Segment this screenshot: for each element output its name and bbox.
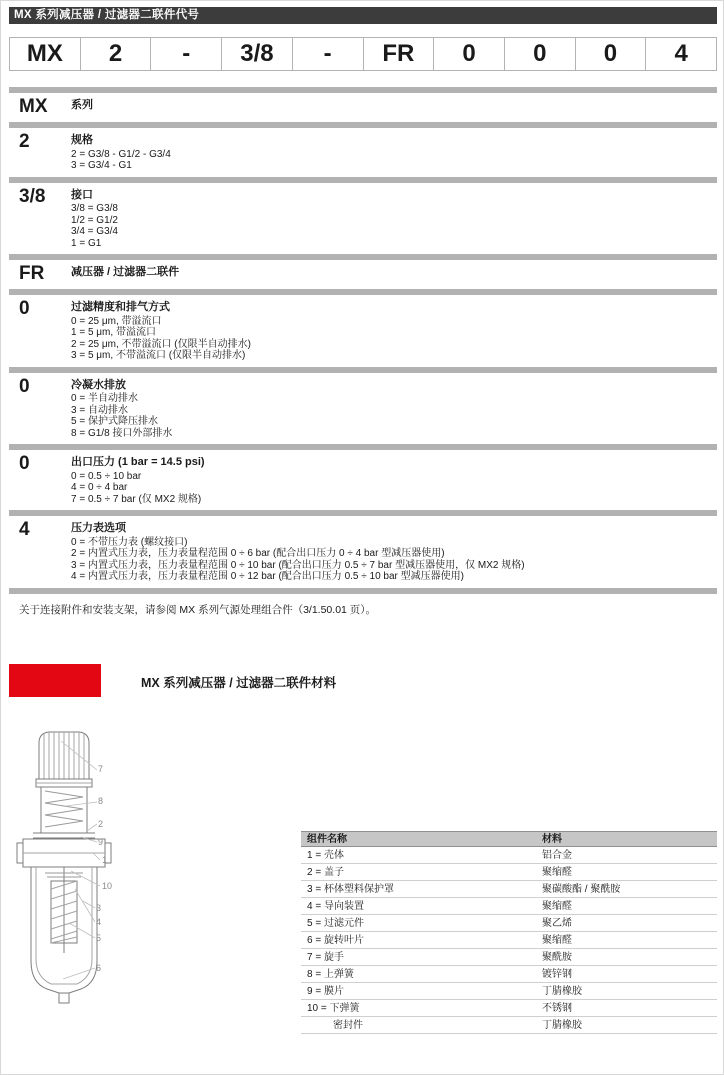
page-title-bar: MX 系列减压器 / 过滤器二联件代号 [9,7,717,24]
code-cell: 2 [81,37,152,71]
section-code: 2 [19,131,30,152]
code-cell: 0 [434,37,505,71]
code-section [9,260,717,289]
callout-label: 6 [96,963,102,973]
code-section [9,93,717,122]
section-line: 3 = G3/4 - G1 [71,160,132,171]
section-line: 8 = G1/8 接口外部排水 [71,427,173,439]
code-section [9,128,717,177]
section-line: 4 = 0 ÷ 4 bar [71,482,128,493]
materials-table-row [301,847,717,864]
code-section [9,450,717,510]
component-name-cell: 1 = 壳体 [307,850,344,861]
callout-label: 9 [98,837,104,847]
section-line: 0 = 25 μm, 带溢流口 [71,315,162,327]
section-code: 3/8 [19,185,46,207]
code-row [9,37,717,71]
material-cell: 聚缩醛 [542,901,572,912]
materials-table-row [301,966,717,983]
code-section [9,373,717,445]
section-title: 系列 [71,99,93,111]
section-content [71,97,717,117]
component-name-cell: 7 = 旋手 [307,952,344,963]
section-content [71,187,717,250]
code-sections [9,87,717,594]
section-title: 减压器 / 过滤器二联件 [71,266,180,278]
materials-table-row [301,983,717,1000]
materials-table-row [301,1000,717,1017]
code-cell: 0 [576,37,647,71]
section-line: 4 = 内置式压力表，压力表量程范围 0 ÷ 12 bar (配合出口压力 0.5 ÷ 10 bar 型减压器使用) [71,571,464,582]
callout-label: 8 [98,796,104,806]
regulator-drawing [11,721,171,1023]
section-line: 3 = 5 μm, 不带溢流口 (仅限半自动排水) [71,350,246,361]
section-title: 出口压力 (1 bar = 14.5 psi) [71,456,205,468]
section-content [71,377,717,440]
code-section [9,183,717,255]
section-line: 1 = 5 μm, 带溢流口 [71,327,156,338]
materials-table-row [301,1017,717,1034]
material-cell: 聚缩醛 [542,935,572,946]
section-line: 7 = 0.5 ÷ 7 bar (仅 MX2 规格) [71,493,202,505]
material-cell: 铝合金 [542,850,572,861]
note-text: 关于连接附件和安装支架，请参阅 MX 系列气源处理组合件（3/1.50.01 页）。 [19,604,377,616]
section-title: 压力表选项 [71,522,126,534]
callout-label: 5 [96,933,102,943]
materials-section-title: MX 系列减压器 / 过滤器二联件材料 [141,676,337,690]
callout-label: 1 [102,855,108,865]
section-line: 1/2 = G1/2 [71,214,118,226]
section-code: 4 [19,519,30,540]
section-title: 接口 [71,188,93,201]
section-code: FR [19,263,45,284]
materials-table-row [301,898,717,915]
section-line: 0 = 半自动排水 [71,393,138,404]
red-accent-block [9,664,101,697]
materials-table-row [301,932,717,949]
component-name-cell: 10 = 下弹簧 [307,1003,360,1014]
section-line: 2 = G3/8 - G1/2 - G3/4 [71,148,171,160]
section-line: 3 = 内置式压力表，压力表量程范围 0 ÷ 10 bar (配合出口压力 0.5 ÷ 7 bar 型减压器使用，仅 MX2 规格) [71,559,525,571]
section-content [71,132,717,172]
component-name-cell: 2 = 盖子 [307,867,344,878]
code-section [9,516,717,588]
section-code: MX [19,96,48,117]
materials-table-row [301,864,717,881]
code-cell: 0 [505,37,576,71]
code-section [9,295,717,367]
section-line: 2 = 25 μm, 不带溢流口 (仅限半自动排水) [71,338,251,350]
section-code: 0 [19,453,30,474]
section-code: 0 [19,375,30,397]
material-cell: 丁腈橡胶 [542,1020,582,1031]
materials-table-header [301,831,717,847]
callout-label: 2 [98,819,104,829]
material-cell: 聚碳酸酯 / 聚酰胺 [542,884,621,895]
material-cell: 丁腈橡胶 [542,986,582,997]
section-code: 0 [19,298,30,319]
component-name-cell: 5 = 过滤元件 [307,918,364,929]
section-content [71,454,717,505]
callout-label: 3 [96,903,102,913]
material-cell: 镀锌钢 [542,969,572,980]
material-cell: 聚缩醛 [542,867,572,878]
section-title: 规格 [71,134,93,146]
materials-table-row [301,881,717,898]
material-cell: 不锈钢 [542,1003,572,1014]
callout-label: 7 [98,764,104,774]
section-content [71,520,717,583]
code-cell: 4 [646,37,717,71]
materials-header-name: 组件名称 [307,834,347,845]
section-content [71,299,717,362]
code-cell: - [293,37,364,71]
materials-table-row [301,949,717,966]
section-line: 5 = 保护式降压排水 [71,416,158,427]
code-cell: FR [364,37,435,71]
material-cell: 聚酰胺 [542,952,572,963]
section-divider-bar [9,588,717,594]
section-line: 3/8 = G3/8 [71,203,118,214]
code-cell: 3/8 [222,37,293,71]
section-title: 冷凝水排放 [71,378,126,391]
section-line: 3 = 自动排水 [71,404,128,416]
materials-header-material: 材料 [542,834,562,845]
component-name-cell: 8 = 上弹簧 [307,969,354,980]
component-name-cell: 4 = 导向装置 [307,901,364,912]
section-line: 0 = 0.5 ÷ 10 bar [71,470,142,482]
regulator-diagram [11,721,171,1023]
section-line: 1 = G1 [71,237,102,249]
code-cell: MX [9,37,81,71]
materials-table-row [301,915,717,932]
section-line: 2 = 内置式压力表，压力表量程范围 0 ÷ 6 bar (配合出口压力 0 ÷ 4 bar 型减压器使用) [71,548,445,559]
materials-table [301,831,717,1034]
component-name-cell: 9 = 膜片 [307,986,344,997]
component-name-cell: 3 = 杯体塑料保护罩 [307,884,394,895]
section-content [71,264,717,284]
component-name-cell: 密封件 [333,1020,363,1031]
section-title: 过滤精度和排气方式 [71,301,170,313]
callout-label: 4 [96,917,102,927]
code-cell: - [151,37,222,71]
component-name-cell: 6 = 旋转叶片 [307,935,364,946]
material-cell: 聚乙烯 [542,918,572,929]
callout-label: 10 [102,881,113,891]
section-line: 3/4 = G3/4 [71,226,118,237]
section-line: 0 = 不带压力表 (螺纹接口) [71,536,188,548]
